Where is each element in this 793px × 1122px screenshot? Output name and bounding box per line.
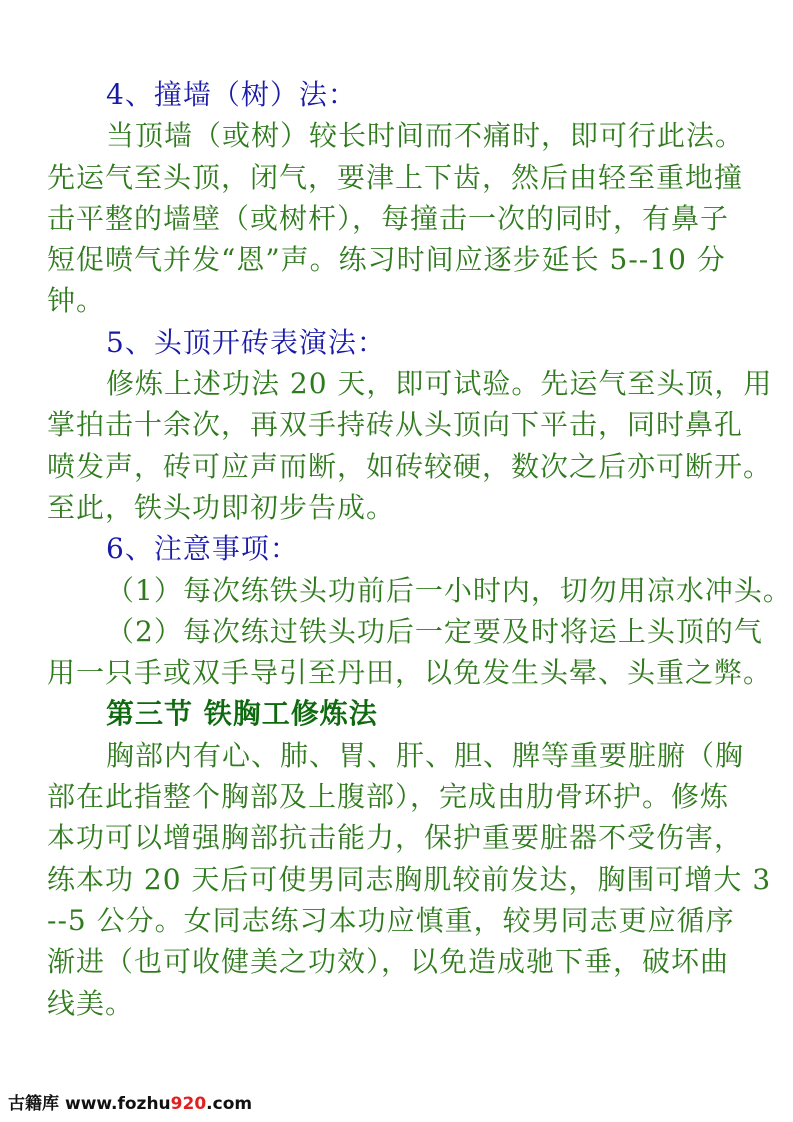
paragraph-line: （1）每次练铁头功前后一小时内，切勿用凉水冲头。 <box>106 573 792 607</box>
site-url <box>65 1094 252 1114</box>
section-heading: 4、撞墙（树）法： <box>106 78 357 111</box>
paragraph-line: 当顶墙（或树）较长时间而不痛时，即可行此法。 <box>106 119 745 153</box>
document-body <box>47 74 792 1024</box>
url-suffix: .com <box>206 1094 253 1114</box>
paragraph-line: --5 公分。女同志练习本功应慎重，较男同志更应循序 <box>47 903 735 937</box>
paragraph-line: （2）每次练过铁头功后一定要及时将运上头顶的气 <box>106 614 763 648</box>
paragraph-line: 本功可以增强胸部抗击能力，保护重要脏器不受伤害， <box>47 821 744 855</box>
paragraph-line: 部在此指整个胸部及上腹部），完成由肋骨环护。修炼 <box>47 780 730 814</box>
paragraph-line: 先运气至头顶，闭气，要津上下齿，然后由轻至重地撞 <box>47 160 744 194</box>
paragraph-line: 短促喷气并发“恩”声。练习时间应逐步延长 5--10 分 <box>47 243 726 277</box>
paragraph-line: 用一只手或双手导引至丹田，以免发生头晕、头重之弊。 <box>47 656 773 690</box>
url-number: 920 <box>170 1094 207 1114</box>
paragraph-line: 练本功 20 天后可使男同志胸肌较前发达，胸围可增大 3 <box>47 862 772 896</box>
section-heading: 5、头顶开砖表演法： <box>106 325 386 359</box>
paragraph-line: 胸部内有心、肺、胃、肝、胆、脾等重要脏腑（胸 <box>106 738 745 772</box>
paragraph-line: 钟。 <box>47 284 106 318</box>
paragraph-line: 线美。 <box>47 986 135 1020</box>
paragraph-line: 掌拍击十余次，再双手持砖从头顶向下平击，同时鼻孔 <box>47 408 744 442</box>
paragraph-line: 修炼上述功法 20 天，即可试验。先运气至头顶，用 <box>106 367 773 401</box>
paragraph-line: 击平整的墙壁（或树杆），每撞击一次的同时，有鼻子 <box>47 201 730 235</box>
paragraph-line: 喷发声，砖可应声而断，如砖较硬，数次之后亦可断开。 <box>47 449 773 483</box>
paragraph-line: 渐进（也可收健美之功效），以免造成驰下垂，破坏曲 <box>47 945 730 979</box>
section-heading: 6、注意事项： <box>106 532 299 566</box>
site-name: 古籍库 <box>8 1094 59 1114</box>
paragraph-line: 至此，铁头功即初步告成。 <box>47 490 396 524</box>
chapter-title: 第三节 铁胸工修炼法 <box>106 697 378 731</box>
footer-watermark <box>8 1089 252 1114</box>
url-prefix: www.fozhu <box>65 1094 171 1114</box>
